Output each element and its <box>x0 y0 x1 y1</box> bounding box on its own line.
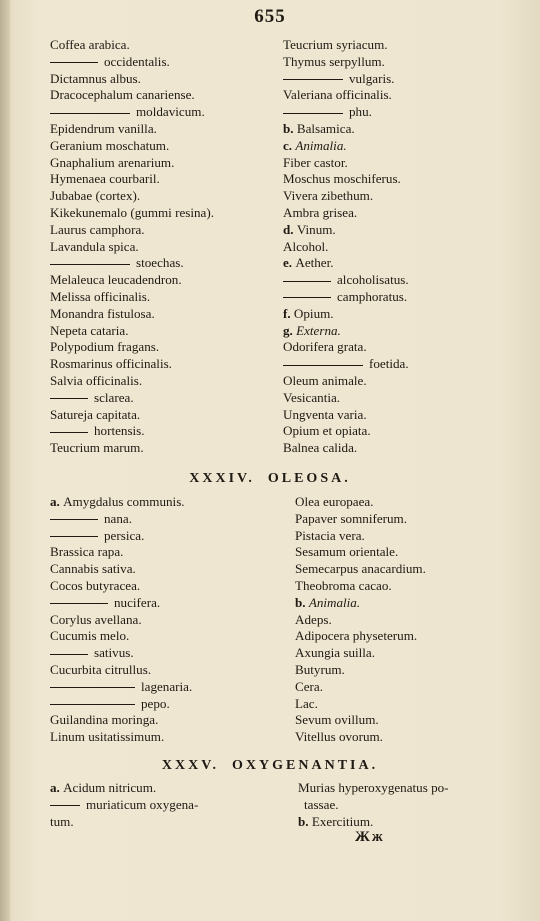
index-entry <box>283 356 523 373</box>
index-entry <box>283 272 523 289</box>
page-number: 655 <box>254 6 286 27</box>
entry-text: Vesicantia. <box>283 389 341 405</box>
entry-text: sclarea. <box>94 389 134 405</box>
entry-text: Cocos butyracea. <box>50 577 141 593</box>
index-entry <box>283 138 523 155</box>
entry-text: Opium et opiata. <box>283 423 371 439</box>
index-entry <box>295 645 530 662</box>
entry-label: g. <box>283 322 297 338</box>
entry-text: foetida. <box>369 356 409 372</box>
entry-text: Vinum. <box>296 221 336 237</box>
entry-text: Theobroma cacao. <box>295 577 392 593</box>
entry-text: Geranium moschatum. <box>50 137 170 153</box>
entry-text: Dictamnus albus. <box>50 70 141 86</box>
index-entry <box>50 407 280 424</box>
index-entry <box>295 628 530 645</box>
entry-label: d. <box>283 221 297 237</box>
index-entry <box>50 814 285 831</box>
entry-text: Laurus camphora. <box>50 221 145 237</box>
section-heading-oleosa: XXXIV. OLEOSA. <box>189 471 351 486</box>
ditto-dash <box>283 281 331 282</box>
entry-text: Nepeta cataria. <box>50 322 129 338</box>
entry-text: Jubabae (cortex). <box>50 188 141 204</box>
entry-text: Brassica rapa. <box>50 544 124 560</box>
index-entry <box>283 71 523 88</box>
index-entry <box>50 679 285 696</box>
index-entry <box>295 544 530 561</box>
index-entry <box>50 440 280 457</box>
ditto-dash <box>50 805 80 806</box>
index-entry <box>50 255 280 272</box>
column-left-top <box>50 37 280 457</box>
entry-label: a. <box>50 494 64 509</box>
entry-text: Odorifera grata. <box>283 339 367 355</box>
entry-label: f. <box>283 305 294 321</box>
index-entry <box>50 54 280 71</box>
entry-text: Lavandula spica. <box>50 238 139 254</box>
entry-text: Adeps. <box>295 611 332 627</box>
entry-text: Animalia. <box>295 137 347 153</box>
entry-text: Adipocera physeterum. <box>295 628 418 644</box>
entry-text: Teucrium marum. <box>50 440 144 456</box>
entry-text: Coffea arabica. <box>50 37 130 52</box>
ditto-dash <box>283 365 363 366</box>
entry-text: Teucrium syriacum. <box>283 37 388 52</box>
index-entry <box>295 561 530 578</box>
index-entry <box>283 289 523 306</box>
index-entry <box>50 373 280 390</box>
index-entry <box>50 797 285 814</box>
index-entry <box>50 138 280 155</box>
ditto-dash <box>50 687 135 688</box>
index-entry <box>295 494 530 511</box>
index-entry <box>50 323 280 340</box>
ditto-dash <box>283 113 343 114</box>
index-entry <box>50 544 285 561</box>
index-entry <box>283 239 523 256</box>
index-entry <box>295 578 530 595</box>
entry-text: Sevum ovillum. <box>295 712 379 728</box>
entry-text: Kikekunemalo (gummi resina). <box>50 204 214 220</box>
index-entry <box>283 104 523 121</box>
ditto-dash <box>50 654 88 655</box>
ditto-dash <box>50 536 98 537</box>
index-entry <box>50 171 280 188</box>
index-entry <box>283 37 523 54</box>
index-entry <box>50 511 285 528</box>
index-entry <box>295 528 530 545</box>
entry-text: Salvia officinalis. <box>50 372 143 388</box>
entry-label: a. <box>50 780 64 795</box>
entry-text: tum. <box>50 813 74 829</box>
index-entry <box>295 712 530 729</box>
ditto-dash <box>50 398 88 399</box>
index-entry <box>50 423 280 440</box>
entry-text: Dracocephalum canariense. <box>50 87 195 103</box>
entry-text: Lac. <box>295 695 318 711</box>
entry-text: Fiber castor. <box>283 154 348 170</box>
entry-label: c. <box>283 137 296 153</box>
entry-text: tassae. <box>304 796 339 812</box>
entry-text: Valeriana officinalis. <box>283 87 392 103</box>
index-entry <box>283 188 523 205</box>
index-entry <box>283 440 523 457</box>
ditto-dash <box>50 603 108 604</box>
entry-text: Oleum animale. <box>283 372 367 388</box>
index-entry <box>50 561 285 578</box>
entry-text: Butyrum. <box>295 661 345 677</box>
index-entry <box>283 306 523 323</box>
entry-text: Melissa officinalis. <box>50 288 151 304</box>
entry-text: Axungia suilla. <box>295 645 376 661</box>
index-entry <box>283 54 523 71</box>
index-entry <box>283 390 523 407</box>
entry-text: Papaver somniferum. <box>295 510 407 526</box>
entry-text: Thymus serpyllum. <box>283 53 385 69</box>
index-entry <box>295 595 530 612</box>
index-entry <box>283 255 523 272</box>
ditto-dash <box>50 264 130 265</box>
entry-text: Opium. <box>293 305 334 321</box>
entry-label: b. <box>295 594 309 610</box>
index-entry <box>50 155 280 172</box>
index-entry <box>50 37 280 54</box>
entry-text: Guilandina moringa. <box>50 712 159 728</box>
column-right-oxygenantia <box>298 780 528 830</box>
index-entry <box>295 696 530 713</box>
index-entry <box>50 339 280 356</box>
entry-text: Ambra grisea. <box>283 204 358 220</box>
index-entry <box>50 528 285 545</box>
entry-text: Cucurbita citrullus. <box>50 661 152 677</box>
index-entry <box>50 628 285 645</box>
entry-text: Pistacia vera. <box>295 527 365 543</box>
index-entry <box>50 780 285 797</box>
index-entry <box>283 373 523 390</box>
entry-text: Murias hyperoxygenatus po- <box>298 780 449 795</box>
binding-shadow <box>0 0 10 921</box>
column-left-oleosa <box>50 494 285 746</box>
entry-text: moldavicum. <box>136 104 205 120</box>
entry-text: Rosmarinus officinalis. <box>50 356 172 372</box>
entry-text: Olea europaea. <box>295 494 374 509</box>
column-left-oxygenantia <box>50 780 285 830</box>
index-entry <box>283 407 523 424</box>
entry-text: Cannabis sativa. <box>50 561 136 577</box>
index-entry <box>295 662 530 679</box>
entry-text: Sesamum orientale. <box>295 544 399 560</box>
entry-label: b. <box>298 813 312 829</box>
index-entry <box>50 222 280 239</box>
ditto-dash <box>283 297 331 298</box>
entry-text: Vitellus ovorum. <box>295 729 383 745</box>
entry-text: nana. <box>104 510 132 526</box>
ditto-dash <box>50 519 98 520</box>
entry-text: Vivera zibethum. <box>283 188 374 204</box>
index-entry <box>283 205 523 222</box>
entry-text: Aether. <box>295 255 334 271</box>
entry-text: Balsamica. <box>296 120 355 136</box>
index-entry <box>283 222 523 239</box>
index-entry <box>50 71 280 88</box>
index-entry <box>283 323 523 340</box>
index-entry <box>295 679 530 696</box>
entry-text: Polypodium fragans. <box>50 339 160 355</box>
ditto-dash <box>50 432 88 433</box>
entry-text: Balnea calida. <box>283 440 358 456</box>
entry-text: vulgaris. <box>349 70 395 86</box>
index-entry <box>50 289 280 306</box>
index-entry <box>283 423 523 440</box>
index-entry <box>298 780 528 797</box>
entry-text: Linum usitatissimum. <box>50 729 165 745</box>
entry-text: Amygdalus communis. <box>63 494 185 509</box>
entry-text: Satureja capitata. <box>50 406 141 422</box>
entry-text: Gnaphalium arenarium. <box>50 154 175 170</box>
entry-text: Exercitium. <box>311 813 374 829</box>
index-entry <box>50 306 280 323</box>
entry-text: hortensis. <box>94 423 145 439</box>
entry-text: Melaleuca leucadendron. <box>50 272 182 288</box>
entry-text: phu. <box>349 104 372 120</box>
entry-label: e. <box>283 255 296 271</box>
index-entry <box>283 121 523 138</box>
ditto-dash <box>50 704 135 705</box>
entry-text: occidentalis. <box>104 53 170 69</box>
entry-text: Cucumis melo. <box>50 628 130 644</box>
entry-text: persica. <box>104 527 145 543</box>
index-entry <box>50 87 280 104</box>
entry-text: Moschus moschiferus. <box>283 171 401 187</box>
index-entry <box>50 188 280 205</box>
index-entry <box>50 578 285 595</box>
entry-text: stoechas. <box>136 255 184 271</box>
entry-text: sativus. <box>94 645 134 661</box>
index-entry <box>50 612 285 629</box>
entry-label: b. <box>283 120 297 136</box>
entry-text: Cera. <box>295 678 323 694</box>
entry-text: camphoratus. <box>337 288 408 304</box>
index-entry <box>283 87 523 104</box>
entry-text: Epidendrum vanilla. <box>50 120 157 136</box>
index-entry <box>298 814 528 831</box>
entry-text: Hymenaea courbaril. <box>50 171 160 187</box>
index-entry <box>50 729 285 746</box>
index-entry <box>50 272 280 289</box>
entry-text: Corylus avellana. <box>50 611 142 627</box>
index-entry <box>50 595 285 612</box>
index-entry <box>50 390 280 407</box>
entry-text: Ungventa varia. <box>283 406 367 422</box>
entry-text: alcoholisatus. <box>337 272 409 288</box>
entry-text: muriaticum oxygena- <box>86 796 199 812</box>
ditto-dash <box>50 113 130 114</box>
entry-text: Alcohol. <box>283 238 329 254</box>
index-entry <box>295 511 530 528</box>
entry-text: pepo. <box>141 695 170 711</box>
index-entry <box>50 696 285 713</box>
column-right-top <box>283 37 523 457</box>
entry-text: nucifera. <box>114 594 161 610</box>
index-entry <box>50 104 280 121</box>
entry-text: Externa. <box>296 322 341 338</box>
entry-text: Animalia. <box>308 594 361 610</box>
entry-text: Acidum nitricum. <box>63 780 157 795</box>
entry-text: Monandra fistulosa. <box>50 305 155 321</box>
entry-text: Semecarpus anacardium. <box>295 561 426 577</box>
entry-text: lagenaria. <box>141 678 193 694</box>
column-right-oleosa <box>295 494 530 746</box>
ditto-dash <box>283 79 343 80</box>
index-entry <box>50 494 285 511</box>
section-heading-oxygenantia: XXXV. OXYGENANTIA. <box>161 758 379 773</box>
index-entry <box>50 662 285 679</box>
index-entry <box>295 729 530 746</box>
signature-mark: Жж <box>355 829 385 845</box>
index-entry <box>298 797 528 814</box>
index-entry <box>295 612 530 629</box>
index-entry <box>50 205 280 222</box>
index-entry <box>50 239 280 256</box>
ditto-dash <box>50 62 98 63</box>
index-entry <box>50 356 280 373</box>
index-entry <box>50 712 285 729</box>
index-entry <box>283 339 523 356</box>
index-entry <box>50 121 280 138</box>
index-entry <box>283 155 523 172</box>
index-entry <box>50 645 285 662</box>
index-entry <box>283 171 523 188</box>
